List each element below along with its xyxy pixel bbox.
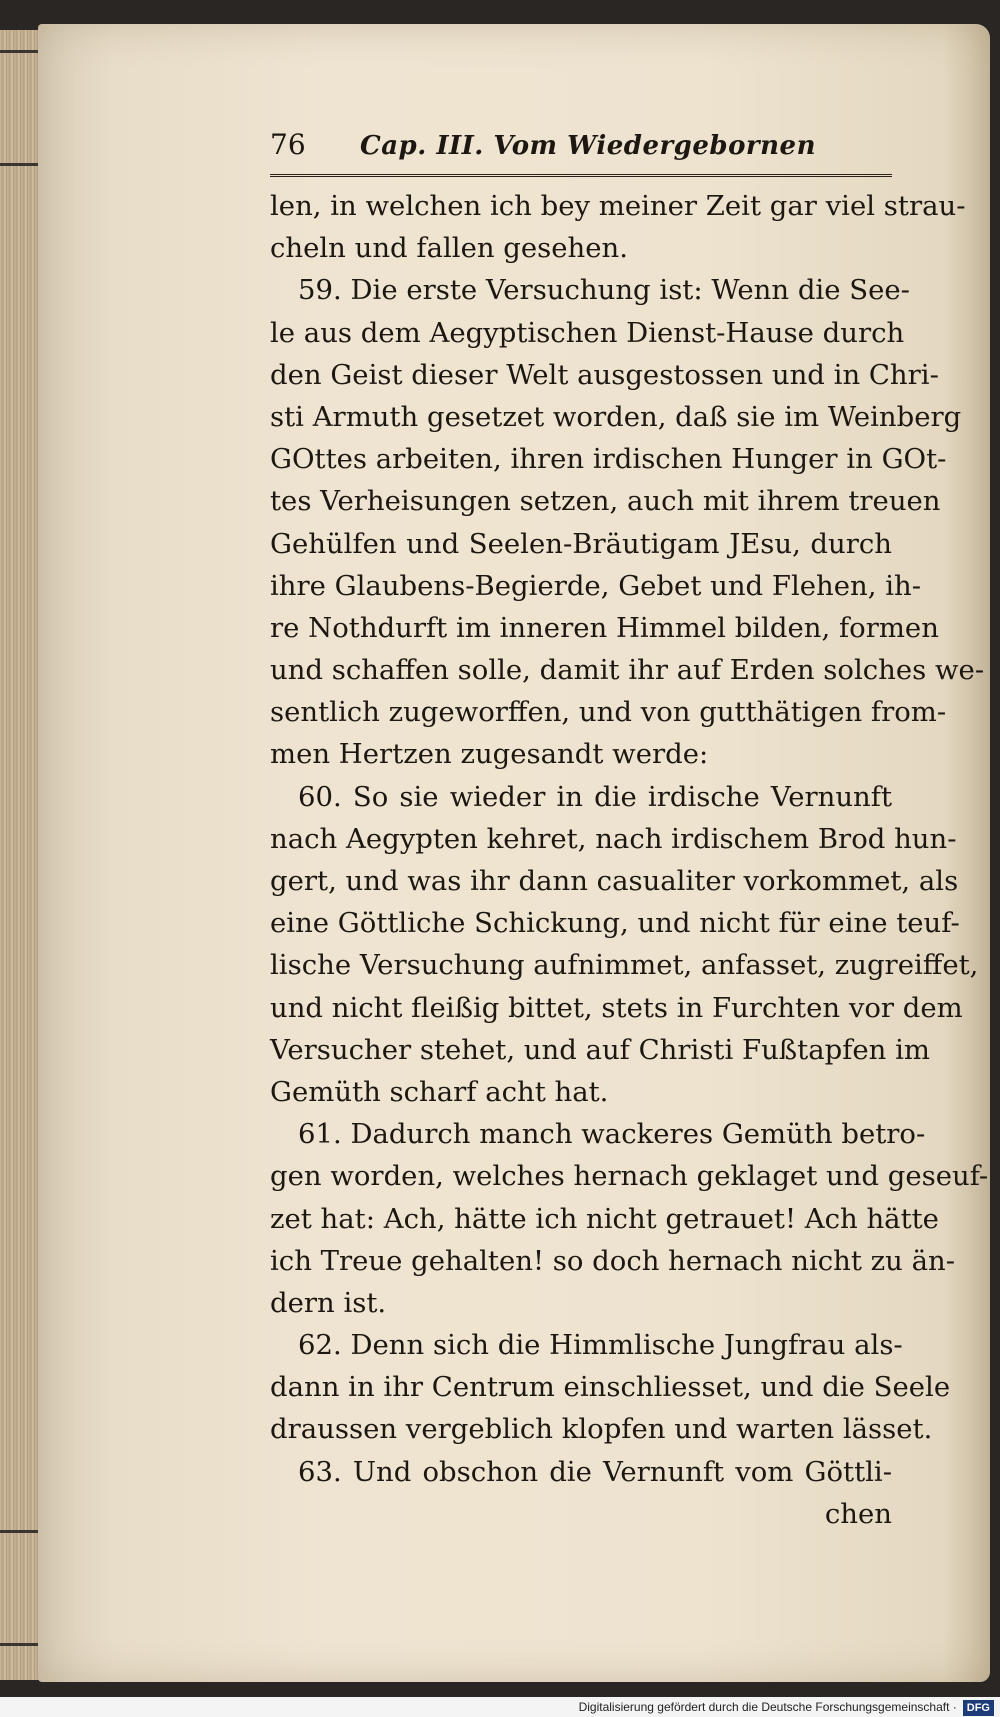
text-line: und schaffen solle, damit ihr auf Erden solches we- — [270, 654, 985, 687]
text-line: len, in welchen ich bey meiner Zeit gar viel strau- — [270, 190, 966, 222]
text-line: 60. So sie wieder in die irdische Vernunft — [298, 780, 892, 813]
text-line: dern ist. — [270, 1286, 387, 1319]
catchword: chen — [824, 1497, 892, 1530]
text-line: gen worden, welches hernach geklaget und geseuf- — [270, 1160, 989, 1193]
body-text — [270, 185, 989, 1535]
text-line: lische Versuchung aufnimmet, anfasset, zugreiffet, — [270, 949, 979, 982]
text-line: cheln und fallen gesehen. — [270, 232, 628, 265]
text-line: tes Verheisungen setzen, auch mit ihrem treuen — [270, 485, 941, 518]
page-number: 76 — [270, 128, 306, 161]
text-line: den Geist dieser Welt ausgestossen und in Chri- — [270, 358, 939, 391]
dfg-logo: DFG — [963, 1700, 994, 1716]
text-line: re Nothdurft im inneren Himmel bilden, formen — [270, 611, 939, 644]
digitization-credit: Digitalisierung gefördert durch die Deutsche Forschungsgemeinschaft · — [578, 1700, 957, 1714]
text-line: Versucher stehet, und auf Christi Fußtapfen im — [270, 1033, 930, 1066]
text-line: zet hat: Ach, hätte ich nicht getrauet! Ach hätte — [270, 1202, 939, 1235]
text-line: ich Treue gehalten! so doch hernach nicht zu än- — [270, 1244, 956, 1277]
text-line: sentlich zugeworffen, und von gutthätigen from- — [270, 696, 947, 729]
text-line: Gemüth scharf acht hat. — [270, 1075, 609, 1108]
book-page-edges — [0, 30, 40, 1680]
text-line: le aus dem Aegyptischen Dienst-Hause durch — [270, 316, 905, 349]
text-line: sti Armuth gesetzet worden, daß sie im Weinberg — [270, 400, 962, 433]
text-line: 61. Dadurch manch wackeres Gemüth betro- — [298, 1118, 926, 1151]
running-head: Cap. III. Vom Wiedergebornen — [360, 131, 816, 161]
text-line: men Hertzen zugesandt werde: — [270, 738, 709, 771]
text-line: 63. Und obschon die Vernunft vom Göttli- — [298, 1455, 892, 1488]
text-line: GOttes arbeiten, ihren irdischen Hunger in GOt- — [270, 443, 947, 476]
text-line: eine Göttliche Schickung, und nicht für eine teuf- — [270, 907, 960, 940]
page-header — [270, 128, 892, 177]
text-line: nach Aegypten kehret, nach irdischem Brod hun- — [270, 822, 957, 855]
text-line: und nicht fleißig bittet, stets in Furchten vor dem — [270, 991, 963, 1024]
page-content — [270, 128, 989, 1535]
text-line: 59. Die erste Versuchung ist: Wenn die See- — [298, 274, 910, 307]
text-line: 62. Denn sich die Himmlische Jungfrau als- — [298, 1329, 903, 1362]
text-line: ihre Glaubens-Begierde, Gebet und Flehen, ih- — [270, 569, 922, 602]
digitization-credit-bar — [0, 1697, 1000, 1717]
text-line: dann in ihr Centrum einschliesset, und die Seele — [270, 1371, 951, 1404]
text-line: draussen vergeblich klopfen und warten lässet. — [270, 1413, 933, 1446]
text-line: Gehülfen und Seelen-Bräutigam JEsu, durch — [270, 527, 892, 560]
text-line: gert, und was ihr dann casualiter vorkommet, als — [270, 865, 959, 897]
